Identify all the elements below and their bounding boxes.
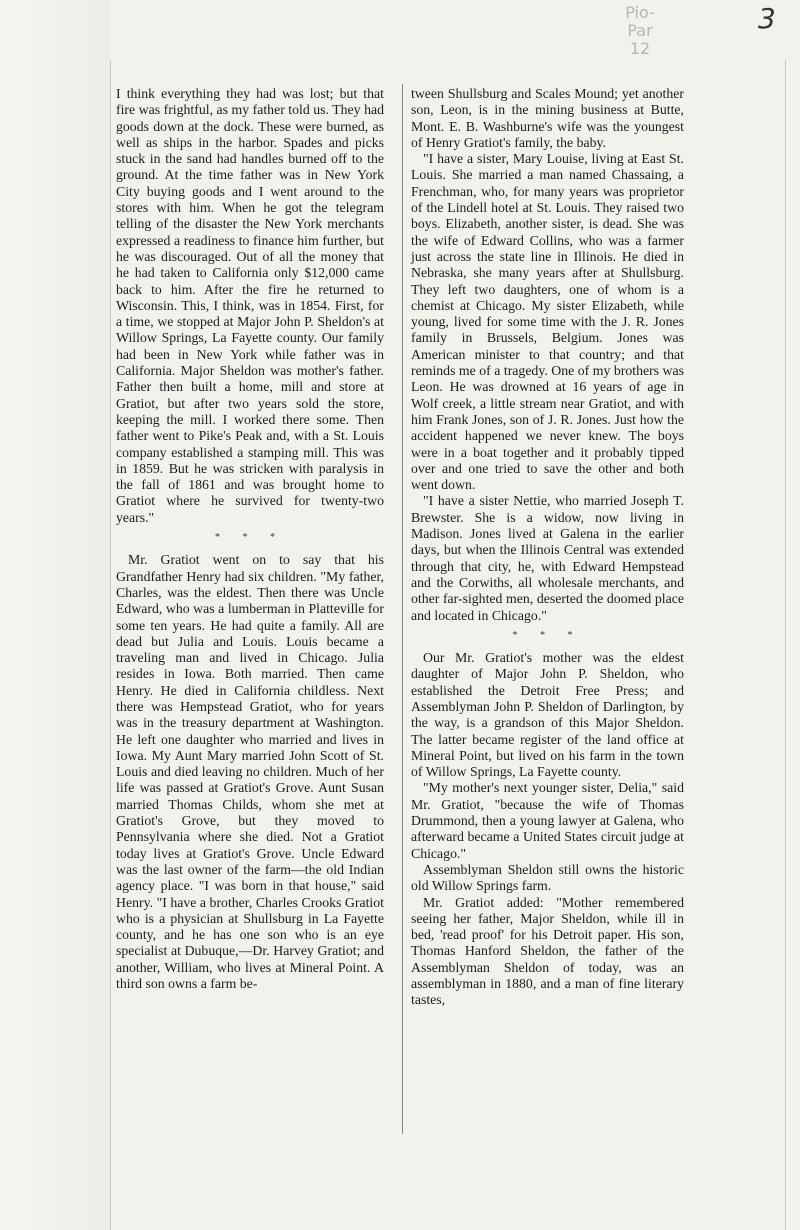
section-separator: * * * xyxy=(215,532,285,544)
section-separator: * * * xyxy=(512,629,583,641)
right-paragraph-1: tween Shullsburg and Scales Mound; yet another son, Leon, is in the mining business at Butte, Mont. E. B. Washburne's wife was the youngest of Henry Gratiot's family, the baby. xyxy=(411,86,684,150)
scan-margin xyxy=(0,0,110,1230)
page-edge-right xyxy=(785,60,786,1230)
left-column xyxy=(116,86,384,992)
right-paragraph-4: Our Mr. Gratiot's mother was the eldest daughter of Major John P. Sheldon, who established the Detroit Free Press; and Assemblyman John P. Sheldon of Darlington, by the way, is a grandson of this Major Sheldon. The latter became register of the land office at Mineral Point, but lived on his farm in the town of Willow Springs, La Fayette county. xyxy=(411,650,684,780)
right-column xyxy=(411,86,684,1009)
right-paragraph-5: "My mother's next younger sister, Delia," said Mr. Gratiot, "because the wife of Thomas Drummond, then a young lawyer at Galena, who afterward became a United States circuit judge at Chicago." xyxy=(411,780,684,861)
column-divider xyxy=(402,84,403,1134)
annotation-line-1: Pio- xyxy=(625,3,655,22)
right-paragraph-2: "I have a sister, Mary Louise, living at East St. Louis. She married a man named Chassaing, a Frenchman, who, for many years was proprietor of the Lindell hotel at St. Louis. They raised two boys. Elizabeth, another sister, is dead. She was the wife of Edward Collins, who was a farmer just across the state line in Illinois. He died in Nebraska, she many years after at Shullsburg. They left two daughters, one of whom is a chemist at Chicago. My sister Elizabeth, while young, lived for some time with the J. R. Jones family in Brussels, Belgium. Jones was American minister to that country; and that reminds me of a tragedy. One of my brothers was Leon. He was drowned at 16 years of age in Wolf creek, a little stream near Gratiot, and with him Frank Jones, son of J. R. Jones. Just how the accident happened we never knew. The boys were in a boat together and it probably tipped over and one tried to save the other and both went down. xyxy=(411,151,684,493)
annotation-line-2: Par xyxy=(627,21,653,40)
left-paragraph-2: Mr. Gratiot went on to say that his Grandfather Henry had six children. "My father, Charles, was the eldest. Then there was Uncle Edward, who was a lumberman in Platteville for some ten years. He had quite a family. All are dead but Julia and Louis. Louis became a traveling man and lived in Chicago. Julia resides in Iowa. Both married. Then came Henry. He died in California childless. Next there was Hempstead Gratiot, who for years was in the treasury department at Washington. He left one daughter who married and lives in Iowa. My Aunt Mary married John Scott of St. Louis and died leaving no children. Much of her life was passed at Gratiot's Grove. Aunt Susan married Thomas Childs, whom she met at Gratiot's Grove, but they moved to Pennsylvania where she died. Not a Gratiot today lives at Gratiot's Grove. Uncle Edward was the last owner of the farm—the old Indian agency place. "I was born in that house," said Henry. "I have a brother, Charles Crooks Gratiot who is a physician at Shullsburg in La Fayette county, and he has one son who is an eye specialist at Dubuque,—Dr. Harvey Gratiot; and another, William, who lives at Mineral Point. A third son owns a farm be- xyxy=(116,552,384,992)
annotation-line-3: 12 xyxy=(629,39,651,58)
right-paragraph-6: Assemblyman Sheldon still owns the historic old Willow Springs farm. xyxy=(411,861,684,894)
right-paragraph-3: "I have a sister Nettie, who married Joseph T. Brewster. She is a widow, now living in Madison. Jones lived at Galena in the earlier days, but when the Illinois Central was extended through that city, he, with Edward Hempstead and the Corwiths, all wholesale merchants, and other far-sighted men, deserted the doomed place and located in Chicago." xyxy=(411,493,684,623)
handwritten-annotation xyxy=(605,4,675,64)
right-paragraph-7: Mr. Gratiot added: "Mother remembered seeing her father, Major Sheldon, while ill in bed, 'read proof' for his Detroit paper. His son, Thomas Hanford Sheldon, the father of the Assemblyman Sheldon of today, was an assemblyman in 1880, and a man of fine literary tastes, xyxy=(411,894,684,1008)
page-edge-left xyxy=(110,60,111,1230)
page-number: 3 xyxy=(758,2,776,35)
left-paragraph-1: I think everything they had was lost; but that fire was frightful, as my father told us. They had goods down at the dock. These were burned, as well as ships in the harbor. Spades and picks stuck in the sand had handles burned off to the ground. At the time father was in New York City buying goods and I went around to the stores with him. When he got the telegram telling of the disaster the New York merchants expressed a readiness to finance him further, but he was discouraged. Out of all the money that he had taken to California only $12,000 came back to him. After the fire he returned to Wisconsin. This, I think, was in 1854. First, for a time, we stopped at Major John P. Sheldon's at Willow Springs, La Fayette county. Our family had been in New York while father was in California. Major Sheldon was mother's father. Father then built a home, mill and store at Gratiot, but after two years sold the store, keeping the mill. I worked there some. Then father went to Pike's Peak and, with a St. Louis company established a stamping mill. This was in 1859. But he was stricken with paralysis in the fall of 1861 and was brought home to Gratiot where he survived for twenty-two years." xyxy=(116,86,384,525)
